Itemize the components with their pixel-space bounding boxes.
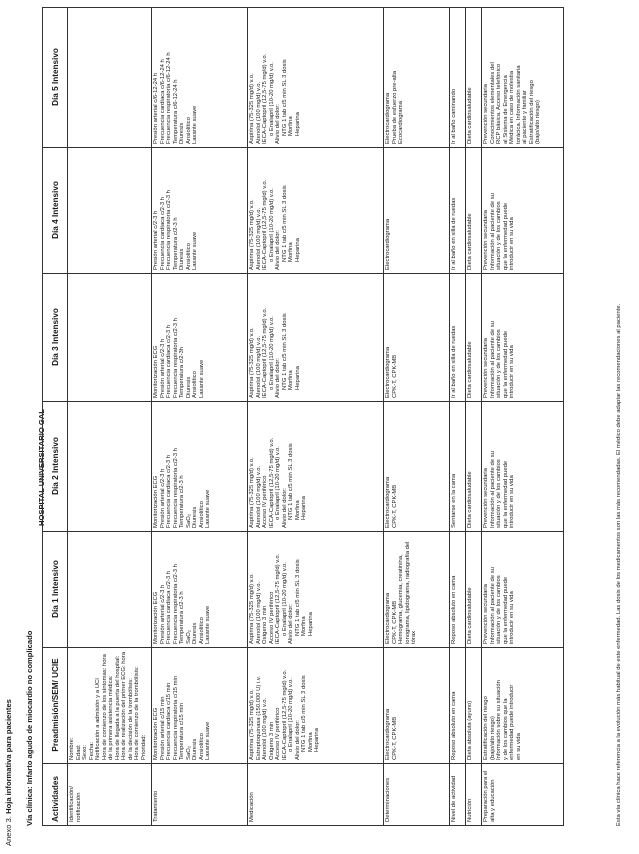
table-row [68,8,152,826]
cell-line: IECA-Captopril (12,5-75 mg/d) v.o. [268,437,275,528]
cell-line: Monitorización ECG [153,707,159,760]
cell-line: Atenolol (100 mg/d) v.o. [255,581,262,644]
cell-line: Monitorización ECG [153,591,159,644]
cell-line: Ansiolítico [185,243,192,270]
cell-line: que la enfermedad puede [502,202,509,270]
cell-line: CPK-T, CPK-MB [391,600,398,644]
cell-line: Acceso IV periférico [275,707,281,760]
cell-line: Prevención secundaria [483,210,489,270]
cell-line: (bajo/alto riesgo) [489,716,496,760]
cell-line: Ecocardiograma [398,101,404,144]
cell-line: Electrocardiograma [385,476,391,528]
cell-line: Estratificación del riesgo [483,696,489,760]
cell-line: Heparina [294,366,301,390]
table-cell [152,402,248,532]
table-cell [248,148,384,274]
table-cell [450,532,466,648]
cell-line: Reposo absoluto en cama [451,575,457,644]
column-header: Día 4 Intensivo [43,148,68,274]
cell-line: Dieta cardiosaludable [467,87,473,144]
cell-line: NTG 1 tab c/5 min SL 3 dosis [301,675,307,752]
cell-line: situación y de los cambios [496,575,502,644]
cell-line: Electrocardiograma [385,708,391,760]
table-row [450,8,466,826]
cell-line: NTG 1 tab c/5 min SL 3 dosis [281,185,288,262]
cell-line: Dieta cardiosaludable [467,587,473,644]
table-cell [152,532,248,648]
cell-line: Aspirina (75-325 mg/d) v.o. [249,73,255,144]
cell-line: Heparina [314,728,320,752]
cell-line: y de los cambios que la [502,698,509,760]
cell-line: Médica en caso de molestia [509,70,515,144]
cell-line: Frecuencia cardíaca c/2-3 h [166,454,172,528]
cell-line: Diuresis [192,738,198,760]
cell-line: Diuresis [192,622,198,644]
table-cell [482,274,564,402]
cell-line: Frecuencia respiratoria c/15 min [172,675,179,760]
cell-line: Temperatura c/6-12-24 h [172,79,179,144]
clinical-pathway-table [42,7,564,826]
table-cell [384,148,450,274]
cell-line: Fecha: [88,741,95,760]
cell-line: SaO₂ [185,629,192,644]
cell-line: situación y de los cambios [496,459,502,528]
cell-line: Diuresis [179,248,185,270]
cell-line: Presión arterial c/6-12-24 h [153,72,159,144]
table-cell [450,8,466,148]
cell-line: Diuresis [179,122,185,144]
table-row [248,8,384,826]
cell-line: RCP básica. Acceso telefónico [496,63,502,144]
cell-line: Frecuencia respiratoria c/6-12-24 h [166,52,172,144]
cell-line: Electrocardiograma [385,218,391,270]
cell-line: Morfina [307,732,314,752]
cell-line: Ir al baño caminando [451,88,457,144]
clinical-pathway-title: Vía clínica: Infarto agudo de miocardio no complicado [25,630,34,826]
cell-line: Información sobre su situación [496,680,502,760]
cell-line: Frecuencia respiratoria c/2-3 h [172,564,179,644]
cell-line: Electrocardiograma [385,92,391,144]
table-cell [152,648,248,764]
table-cell [68,402,152,532]
row-label: Identificación/ notificación [68,764,152,826]
cell-line: Ansiolítico [198,617,205,644]
cell-line: Laxante suave [198,359,205,398]
cell-line: Morfina [301,616,307,636]
cell-line: Morfina [288,370,294,390]
table-cell [152,148,248,274]
table-cell [466,532,482,648]
hospital-name: HOSPITAL UNIVERSITARIO GAL [37,409,46,526]
cell-line: Conocimientos elementales del [489,62,496,144]
table-row [482,8,564,826]
cell-line: Morfina [288,242,294,262]
cell-line: Aspirina (75-325 mg/d) v.o. [249,689,255,760]
cell-line: Laxante suave [205,605,211,644]
table-cell [482,148,564,274]
table-cell [482,648,564,764]
table-row [466,8,482,826]
row-label: Tratamiento [152,764,248,826]
cell-line: Alivio del dolor: [275,358,281,398]
cell-line: CPK-T, CPK-MB [391,716,398,760]
cell-line: Alivio del dolor: [294,720,301,760]
cell-line: Electrocardiograma [385,592,391,644]
row-label: Nutrición [466,764,482,826]
cell-line: Diuresis [192,506,198,528]
cell-line: Dieta absoluta (ayuno) [467,700,473,760]
table-cell [466,148,482,274]
cell-line: Laxante suave [192,231,198,270]
cell-line: Temperatura c/2-3 h [179,591,185,644]
cell-line: Aspirina (75-325 mg/d) v.o. [249,457,255,528]
cell-line: IECA-Captopril (12,5-75 mg/d) v.o. [262,53,268,144]
cell-line: Frecuencia respiratoria c/2-3 h [166,190,172,270]
table-cell [68,532,152,648]
cell-line: Heparina [307,612,314,636]
cell-line: Atenolol (100 mg/d) v.o. [255,81,262,144]
table-cell [450,148,466,274]
cell-line: o Enalapril (10-20 mg/d) v.o. [268,62,275,136]
cell-line: Temperatura c/2-3h [179,346,185,398]
cell-line: SaO₂ [185,745,192,760]
cell-line: Presión arterial c/2-3 h [159,584,166,644]
table-cell [384,274,450,402]
cell-line: Atenolol (100 mg/d) v.o. [262,697,268,760]
cell-line: Monitorización ECG [153,475,159,528]
cell-line: Sentarse en la cama [451,473,457,528]
table-cell [248,402,384,532]
cell-line: Reposo absoluto en cama [451,691,457,760]
cell-line: introducir en su vida [509,345,515,398]
cell-line: Notificación a admisión y a UCI [95,678,101,760]
cell-line: Atenolol (100 mg/d) v.o. [255,207,262,270]
cell-line: Información al paciente de su [489,567,496,644]
cell-line: Prueba de esfuerzo pre-alta [391,70,398,144]
cell-line: Acceso IV periférico [262,475,268,528]
cell-line: o Enalapril (10-20 mg/d) v.o. [268,316,275,390]
cell-line: Sexo: [82,744,88,760]
table-cell [384,532,450,648]
cell-line: situación y de los cambios [496,329,502,398]
cell-line: o Enalapril (10-20 mg/d) v.o. [275,446,281,520]
column-header: Día 5 Intensivo [43,8,68,148]
table-cell [466,648,482,764]
table-header-row [43,8,68,826]
cell-line: Alivio del dolor: [281,488,288,528]
cell-line: Hora de comienzo de los síntomas: hora de la primera asistencia médica: [101,654,114,760]
cell-line: Acceso IV periférico [268,591,275,644]
cell-line: Temperatura c/15 min [179,703,185,760]
cell-line: Frecuencia cardíaca c/15 min [166,682,172,760]
table-cell [466,402,482,532]
table-row [384,8,450,826]
cell-line: Información al paciente de su [489,321,496,398]
cell-line: Oxígeno 3 min [262,605,268,644]
cell-line: IECA-Captopril (12,5-75 mg/d) v.o. [275,553,281,644]
cell-line: SaO₂ [185,513,192,528]
cell-line: Información al paciente de su [489,193,496,270]
cell-line: Presión arterial c/2-3 h [159,338,166,398]
cell-line: Prevención secundaria [483,338,489,398]
annex-heading [4,699,13,846]
table-cell [466,8,482,148]
annex-title: Hoja informativa para pacientes [4,699,13,814]
cell-line: que la enfermedad puede [502,460,509,528]
table-cell [450,648,466,764]
cell-line: Estreptoquinasa (150.000 U) i.v. [255,675,262,760]
annex-label: Anexo 3. [4,816,13,846]
column-header: Día 3 Intensivo [43,274,68,402]
cell-line: Hora de comienzo de la trombólisis: [134,666,140,760]
table-cell [152,274,248,402]
table-cell [248,648,384,764]
cell-line: NTG 1 tab c/5 min SL 3 dosis [294,559,301,636]
cell-line: Presión arterial c/2-3 h [153,210,159,270]
cell-line: IECA-Captopril (12,5-75 mg/d) v.o. [262,307,268,398]
cell-line: Ansiolítico [185,117,192,144]
cell-line: Temperatura c/2-3 h [172,217,179,270]
table-cell [450,274,466,402]
cell-line: Electrocardiograma [385,346,391,398]
cell-line: Ansiolítico [198,501,205,528]
table-cell [248,532,384,648]
cell-line: o Enalapril (10-20 mg/d) v.o. [281,562,288,636]
cell-line: Diuresis [185,376,192,398]
cell-line: Laxante suave [205,489,211,528]
column-header: Día 2 Intensivo [43,402,68,532]
cell-line: enfermedad puede introducir [509,684,515,760]
cell-line: Frecuencia cardíaca c/6-12-24 h [159,59,166,144]
table-cell [68,8,152,148]
cell-line: Frecuencia cardíaca c/2-3 h [166,570,172,644]
table-cell [384,402,450,532]
column-header: Día 1 Intensivo [43,532,68,648]
table-cell [482,402,564,532]
table-body [68,8,564,826]
cell-line: Prioridad: [140,734,147,760]
column-header: Preadmisión/SEM/ UCIE [43,648,68,764]
cell-line: Heparina [294,238,301,262]
table-row [152,8,248,826]
cell-line: Frecuencia cardíaca c/2-3 h [166,324,172,398]
cell-line: Hemograma, glucemia, creatinina, ionograma, lipidograma, radiografía del tórax [398,541,417,644]
table-cell [68,274,152,402]
table-cell [248,8,384,148]
cell-line: Aspirina (75-325 mg/d) v.o. [249,327,255,398]
cell-line: Frecuencia cardíaca c/2-3 h [159,196,166,270]
column-header: Actividades [43,764,68,826]
cell-line: CPK-T, CPK-MB [391,484,398,528]
cell-line: Dieta cardiosaludable [467,341,473,398]
row-label: Medicación [248,764,384,826]
cell-line: que la enfermedad puede [502,330,509,398]
cell-line: introducir en su vida [509,217,515,270]
cell-line: Prevención secundaria [483,584,489,644]
cell-line: Frecuencia respiratoria c/2-3 h [172,448,179,528]
footnote: Esta vía clínica hace referencia a la evolución más habitual de este enfermedad. Las dosis de los medicamentos son las más recomendadas. El médico debe adaptar las recomendaciones al paciente. [616,303,622,826]
cell-line: en su vida [515,733,522,760]
cell-line: al Sistema de Emergencia [502,75,509,144]
cell-line: situación y de los cambios [496,201,502,270]
row-label: Determinaciones [384,764,450,826]
cell-line: Alivio del dolor: [288,604,294,644]
cell-line: Dieta cardiosaludable [467,213,473,270]
table-cell [450,402,466,532]
cell-line: introducir en su vida [509,591,515,644]
cell-line: Laxante suave [205,721,211,760]
cell-line: o Enalapril (10-20 mg/d) v.o. [288,678,294,752]
cell-line: NTG 1 tab c/5 min SL 3 dosis [288,443,294,520]
cell-line: Ir al baño en silla de ruedas [451,197,457,270]
table-cell [384,8,450,148]
table-cell [384,648,450,764]
cell-line: CPK-T, CPK-MB [391,354,398,398]
row-label: Nivel de actividad [450,764,466,826]
cell-line: Heparina [301,496,307,520]
cell-line: torácica. Información sanitaria [515,65,522,144]
cell-line: IECA-Captopril (12,5-75 mg/d) v.o. [281,669,288,760]
cell-line: Presión arterial c/15 min [159,696,166,760]
cell-line: Prevención secundaria [483,468,489,528]
cell-line: NTG 1 tab c/5 min SL 3 dosis [281,59,288,136]
cell-line: Nombre: [69,737,75,760]
cell-line: Ansiolítico [198,733,205,760]
cell-line: IECA-Captopril (12,5-75 mg/d) v.o. [262,179,268,270]
cell-line: Alivio del dolor: [275,230,281,270]
cell-line: Alivio del dolor: [275,104,281,144]
table-cell [482,8,564,148]
cell-line: Oxígeno 3 min [268,721,275,760]
cell-line: Presión arterial c/2-3 h [159,468,166,528]
cell-line: que la enfermedad puede [502,576,509,644]
cell-line: Temperatura c/2-3 h [179,475,185,528]
cell-line: Estratificación del riesgo [528,80,535,144]
cell-line: NTG 1 tab c/5 min SL 3 dosis [281,313,288,390]
cell-line: Atenolol (100 mg/d) v.o. [255,465,262,528]
cell-line: Información al paciente de su [489,451,496,528]
cell-line: Ansiolítico [192,371,198,398]
cell-line: Laxante suave [192,105,198,144]
cell-line: Dieta cardiosaludable [467,471,473,528]
table-cell [248,274,384,402]
cell-line: Morfina [288,116,294,136]
cell-line: Atenolol (100 mg/d) v.o. [255,335,262,398]
cell-line: Hora de llegada a la puerta del hospital: [114,655,121,760]
cell-line: Morfina [294,500,301,520]
row-label: Preparación para el alta y educación [482,764,564,826]
cell-line: Heparina [294,112,301,136]
cell-line: Aspirina (75-325 mg/d) v.o. [249,573,255,644]
cell-line: Frecuencia respiratoria c/2-3 h [172,318,179,398]
cell-line: Edad: [75,744,82,760]
table-cell [68,148,152,274]
cell-line: Ir al baño en silla de ruedas [451,325,457,398]
table-cell [466,274,482,402]
cell-line: Aspirina (75-325 mg/d) v.o. [249,199,255,270]
cell-line: Monitorización ECG [153,345,159,398]
cell-line: Hora de realización del primer ECG: hora de la decisión de la trombólisis: [121,651,134,760]
cell-line: al paciente y familiar [522,90,528,144]
cell-line: o Enalapril (10-20 mg/d) v.o. [268,188,275,262]
cell-line: introducir en su vida [509,475,515,528]
table-cell [68,648,152,764]
table-cell [152,8,248,148]
table-cell [482,532,564,648]
cell-line: Prevención secundaria [483,84,489,144]
cell-line: (bajo/alto riesgo) [535,100,541,144]
